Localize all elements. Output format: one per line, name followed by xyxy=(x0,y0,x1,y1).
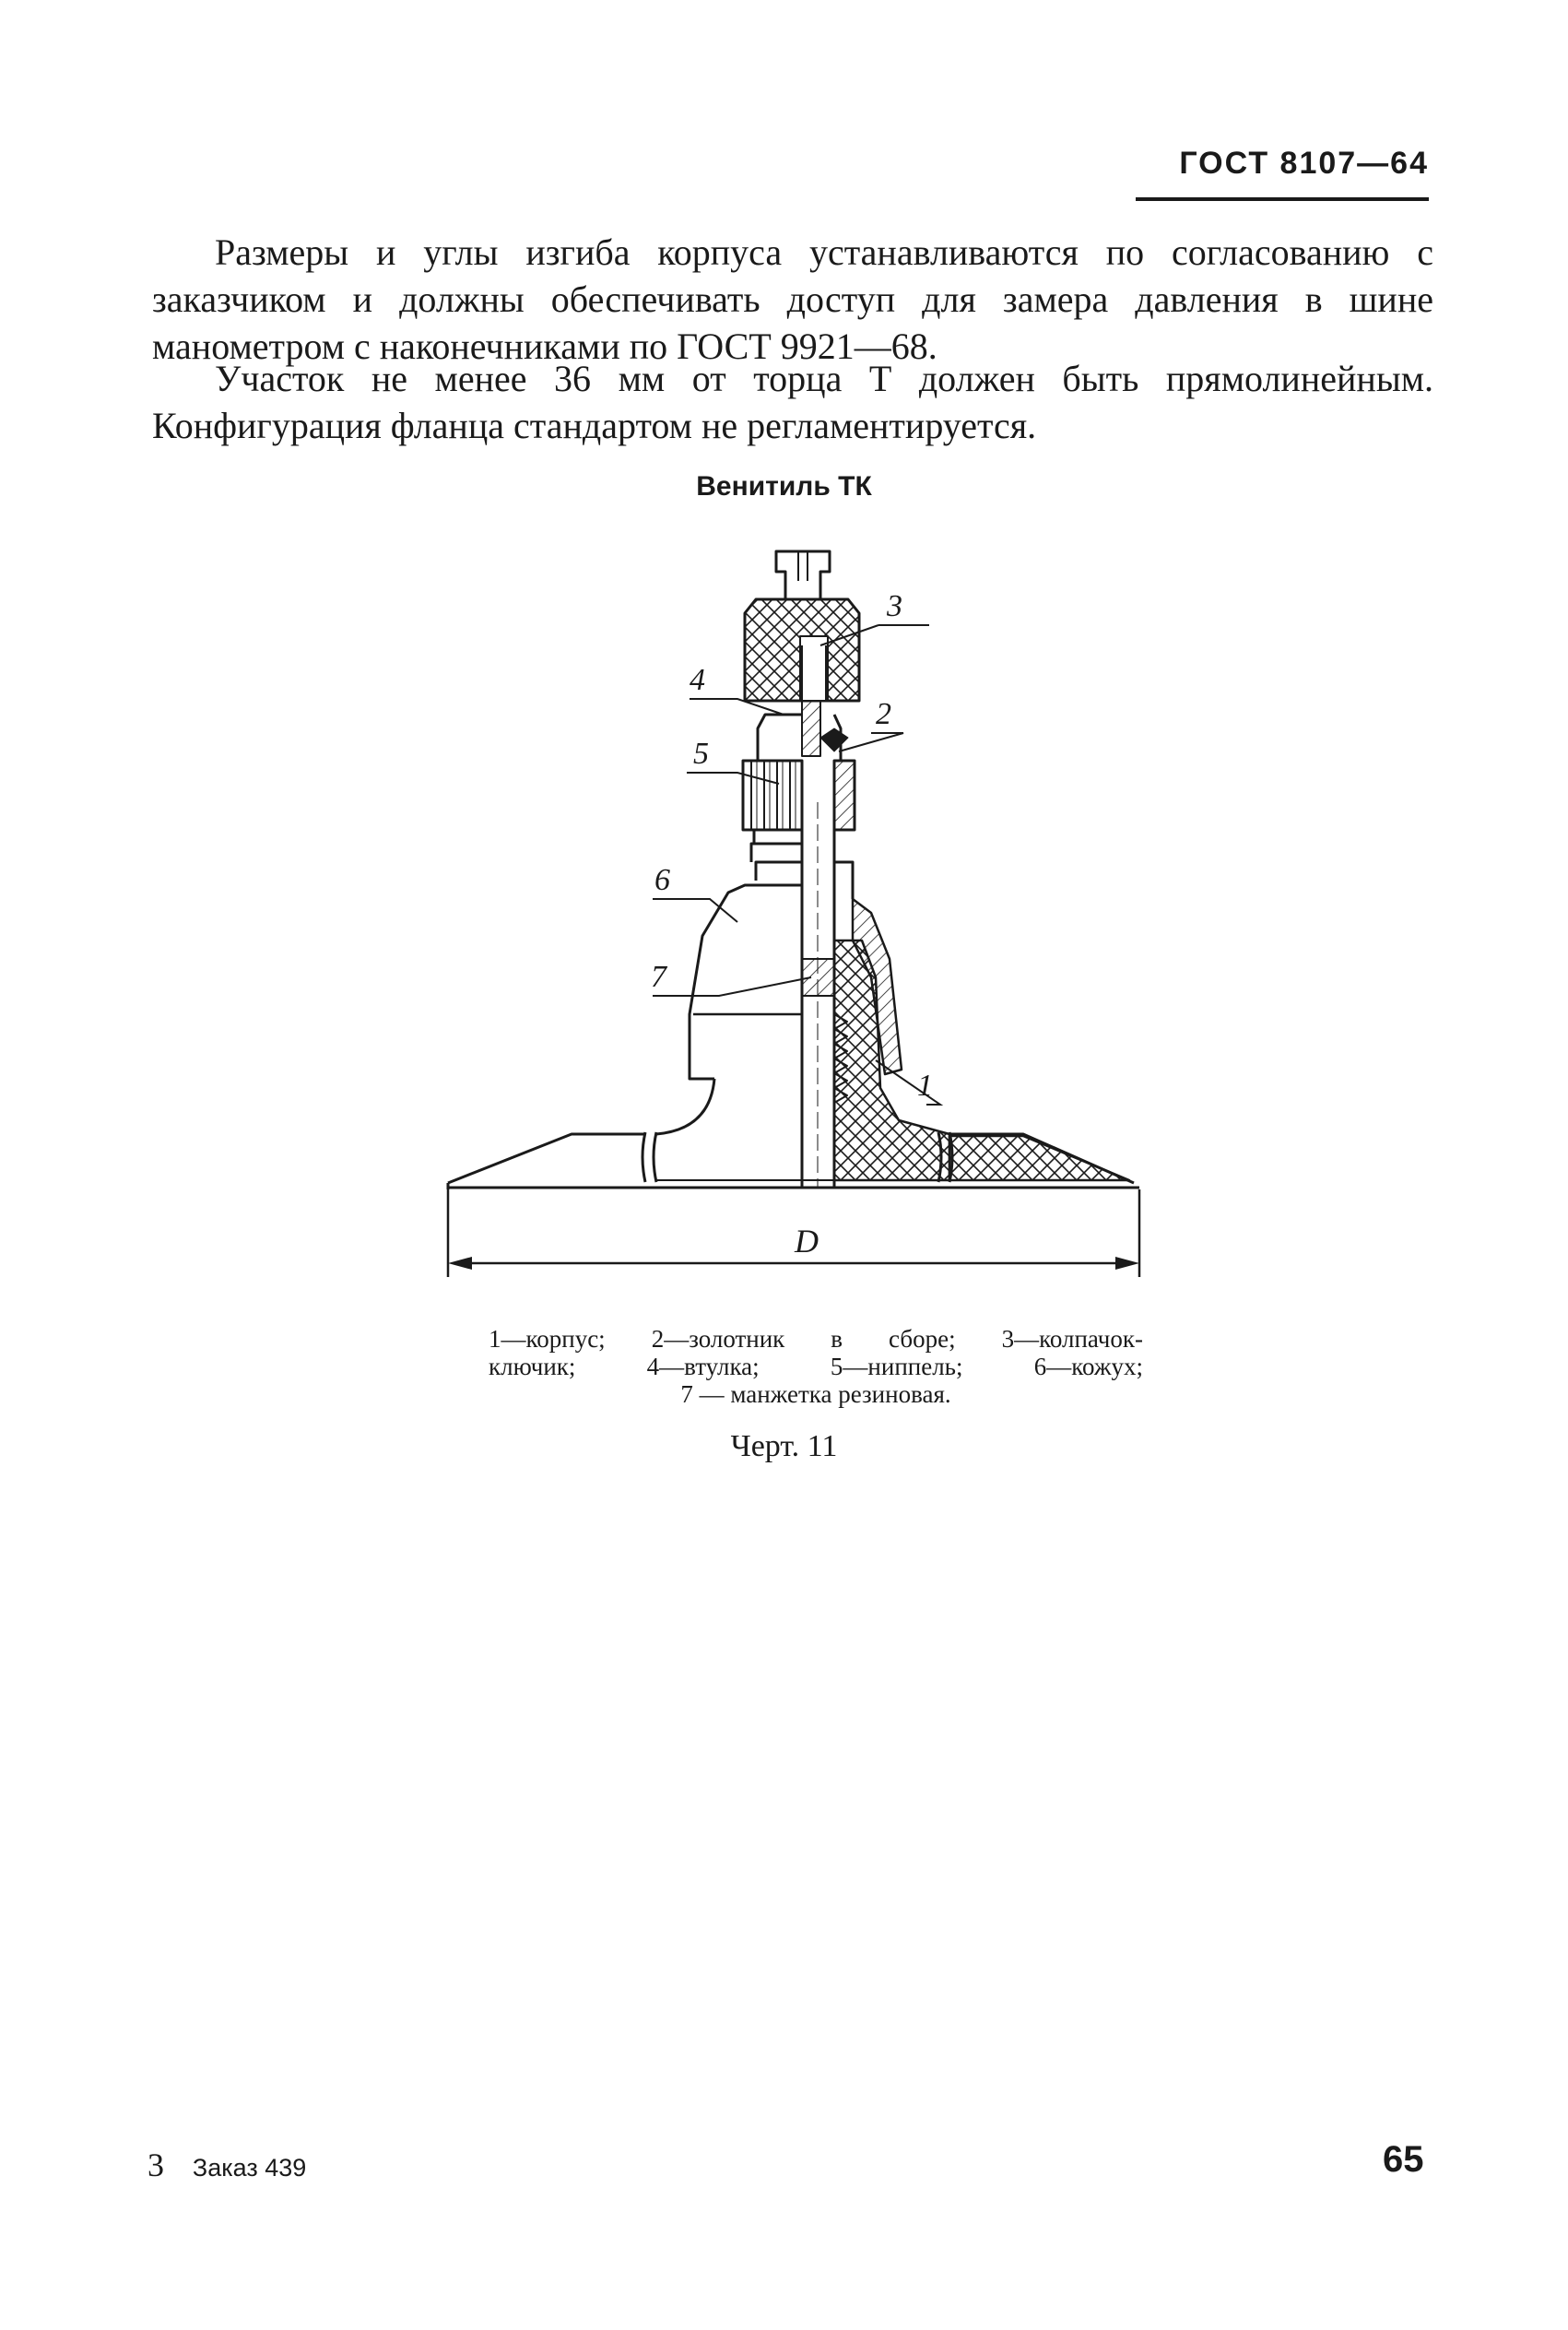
caption-line-3: 7 — манжетка резиновая. xyxy=(680,1380,951,1408)
callout-6: 6 xyxy=(654,863,670,897)
caption-line-1: 1—корпус; 2—золотник в сборе; 3—колпачок- xyxy=(489,1325,1143,1353)
callout-7: 7 xyxy=(651,960,666,994)
callout-2-leader xyxy=(839,733,903,751)
callout-1: 1 xyxy=(917,1069,933,1103)
caption-line-2: ключик; 4—втулка; 5—ниппель; 6—кожух; xyxy=(489,1353,1143,1380)
nipple xyxy=(743,761,802,830)
figure-title: Венитиль ТК xyxy=(696,471,872,502)
standard-number: ГОСТ 8107—64 xyxy=(1179,146,1429,181)
sleeve xyxy=(758,715,802,761)
dimension-D-label: D xyxy=(795,1223,819,1260)
figure-caption xyxy=(489,1325,1143,1408)
cap-key xyxy=(776,551,830,599)
paragraph-2-text: Участок не менее 36 мм от торца Т должен быть прямолинейным. Конфигурация фланца стандартом не регламентируется. xyxy=(152,358,1433,446)
callout-3: 3 xyxy=(887,589,902,623)
footer-left xyxy=(147,2146,306,2184)
figure-number: Черт. 11 xyxy=(730,1429,838,1463)
page-number: 65 xyxy=(1383,2139,1424,2180)
callout-4: 4 xyxy=(690,663,705,697)
flange-left-edge xyxy=(448,1134,645,1183)
callout-7-leader xyxy=(653,977,811,996)
callout-2: 2 xyxy=(876,697,891,731)
order-number: Заказ 439 xyxy=(192,2154,307,2182)
callout-5: 5 xyxy=(693,737,709,771)
paragraph-1-text: Размеры и углы изгиба корпуса устанавливаются по согласованию с заказчиком и должны обеспечивать доступ для замера давления в шине манометром с наконечниками по ГОСТ 9921—68. xyxy=(152,231,1433,367)
sheet-number: 3 xyxy=(147,2147,164,2183)
callout-6-leader xyxy=(653,899,737,922)
